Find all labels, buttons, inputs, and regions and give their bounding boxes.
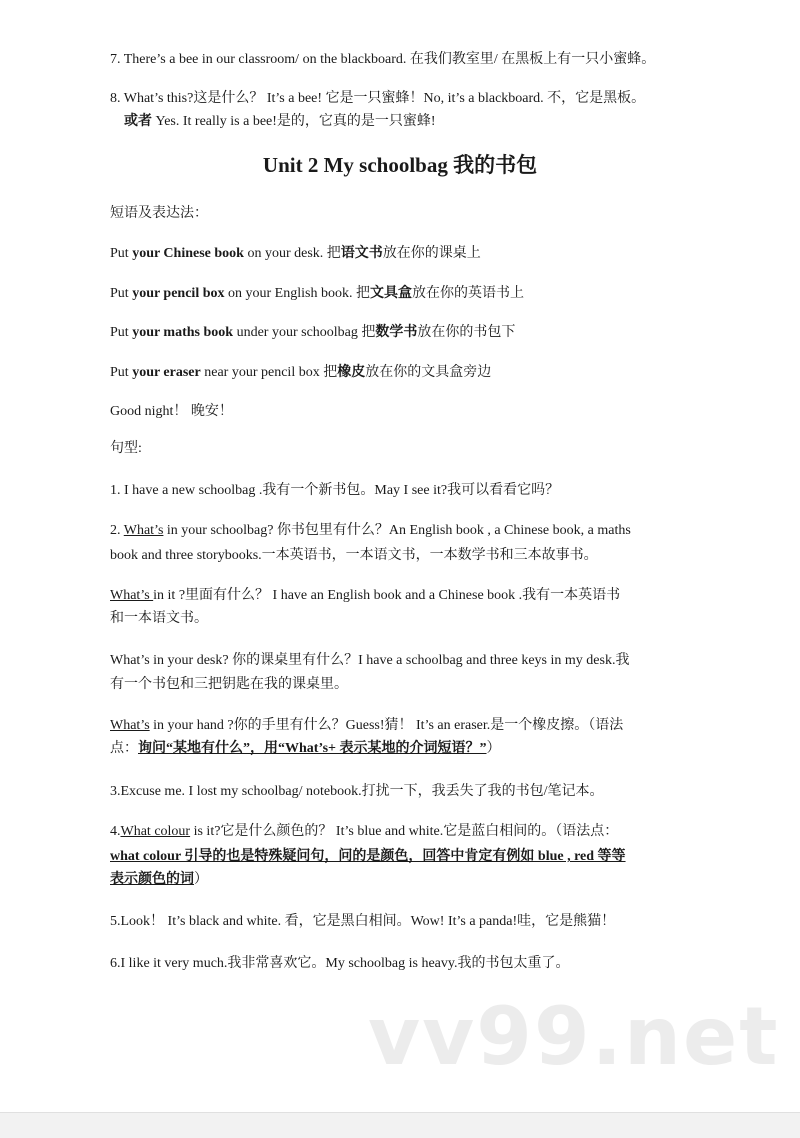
page-bottom-edge	[0, 1112, 800, 1138]
sentence-4: 4.What colour is it?它是什么颜色的？ It’s blue and white.它是蓝白相间的。（语法点：	[110, 824, 619, 839]
sentence-1: 1. I have a new schoolbag .我有一个新书包。May I see it?我可以看看它吗？	[110, 483, 560, 498]
phrase-line: Put your pencil box on your English book. 把文具盒放在你的英语书上	[110, 286, 524, 301]
sentence-5: 5.Look！ It’s black and white. 看，它是黑白相间。Wow! It’s a panda!哇，它是熊猫！	[110, 914, 616, 929]
sentence-8-continued	[124, 110, 714, 134]
sentence-2d: What’s in your hand ?你的手里有什么？Guess!猜！ It’s an eraser.是一个橡皮擦。（语法	[110, 718, 624, 733]
good-night-line: Good night！ 晚安！	[110, 404, 233, 419]
sentence-2c: What’s in your desk? 你的课桌里有什么？I have a schoolbag and three keys in my desk.我	[110, 653, 630, 668]
sentence-2: 2. What’s in your schoolbag? 你书包里有什么？An English book , a Chinese book, a maths	[110, 523, 631, 538]
sentence-2d-line2: 点：询问“某地有什么”，用“What’s+ 表示某地的介词短语？”）	[110, 741, 501, 756]
or-label: 或者	[124, 114, 152, 129]
sentence-6: 6.I like it very much.我非常喜欢它。My schoolbag is heavy.我的书包太重了。	[110, 956, 570, 971]
phrase-line: Put your maths book under your schoolbag 把数学书放在你的书包下	[110, 325, 516, 340]
unit-title: Unit 2 My schoolbag 我的书包	[262, 153, 538, 177]
sentence-2c-line2: 有一个书包和三把钥匙在我的课桌里。	[110, 677, 348, 692]
watermark: vv99.net	[368, 990, 780, 1083]
phrase-line: Put your Chinese book on your desk. 把语文书放在你的课桌上	[110, 246, 481, 261]
phrases-heading: 短语及表达法：	[110, 206, 208, 221]
sentence-2-line2: book and three storybooks.一本英语书，一本语文书，一本数学书和三本故事书。	[110, 548, 598, 563]
sentence-8: 8. What’s this?这是什么？ It’s a bee! 它是一只蜜蜂！No, it’s a blackboard. 不，它是黑板。	[110, 91, 646, 106]
sentence-4-line3: 表示颜色的词）	[110, 872, 208, 887]
sentences-heading: 句型:	[110, 441, 142, 456]
sentence-2b-line2: 和一本语文书。	[110, 611, 208, 626]
sentence-7: 7. There’s a bee in our classroom/ on the blackboard. 在我们教室里/ 在黑板上有一只小蜜蜂。	[110, 52, 656, 67]
phrase-line: Put your eraser near your pencil box 把橡皮放在你的文具盒旁边	[110, 365, 492, 380]
sentence-8-rest: Yes. It really is a bee!是的，它真的是一只蜜蜂!	[152, 114, 436, 129]
sentence-2b: What’s in it ?里面有什么？ I have an English book and a Chinese book .我有一本英语书	[110, 588, 621, 603]
sentence-3: 3.Excuse me. I lost my schoolbag/ notebook.打扰一下，我丢失了我的书包/笔记本。	[110, 784, 604, 799]
sentence-4-line2: what colour 引导的也是特殊疑问句，问的是颜色，回答中肯定有例如 blue , red 等等	[110, 849, 626, 864]
